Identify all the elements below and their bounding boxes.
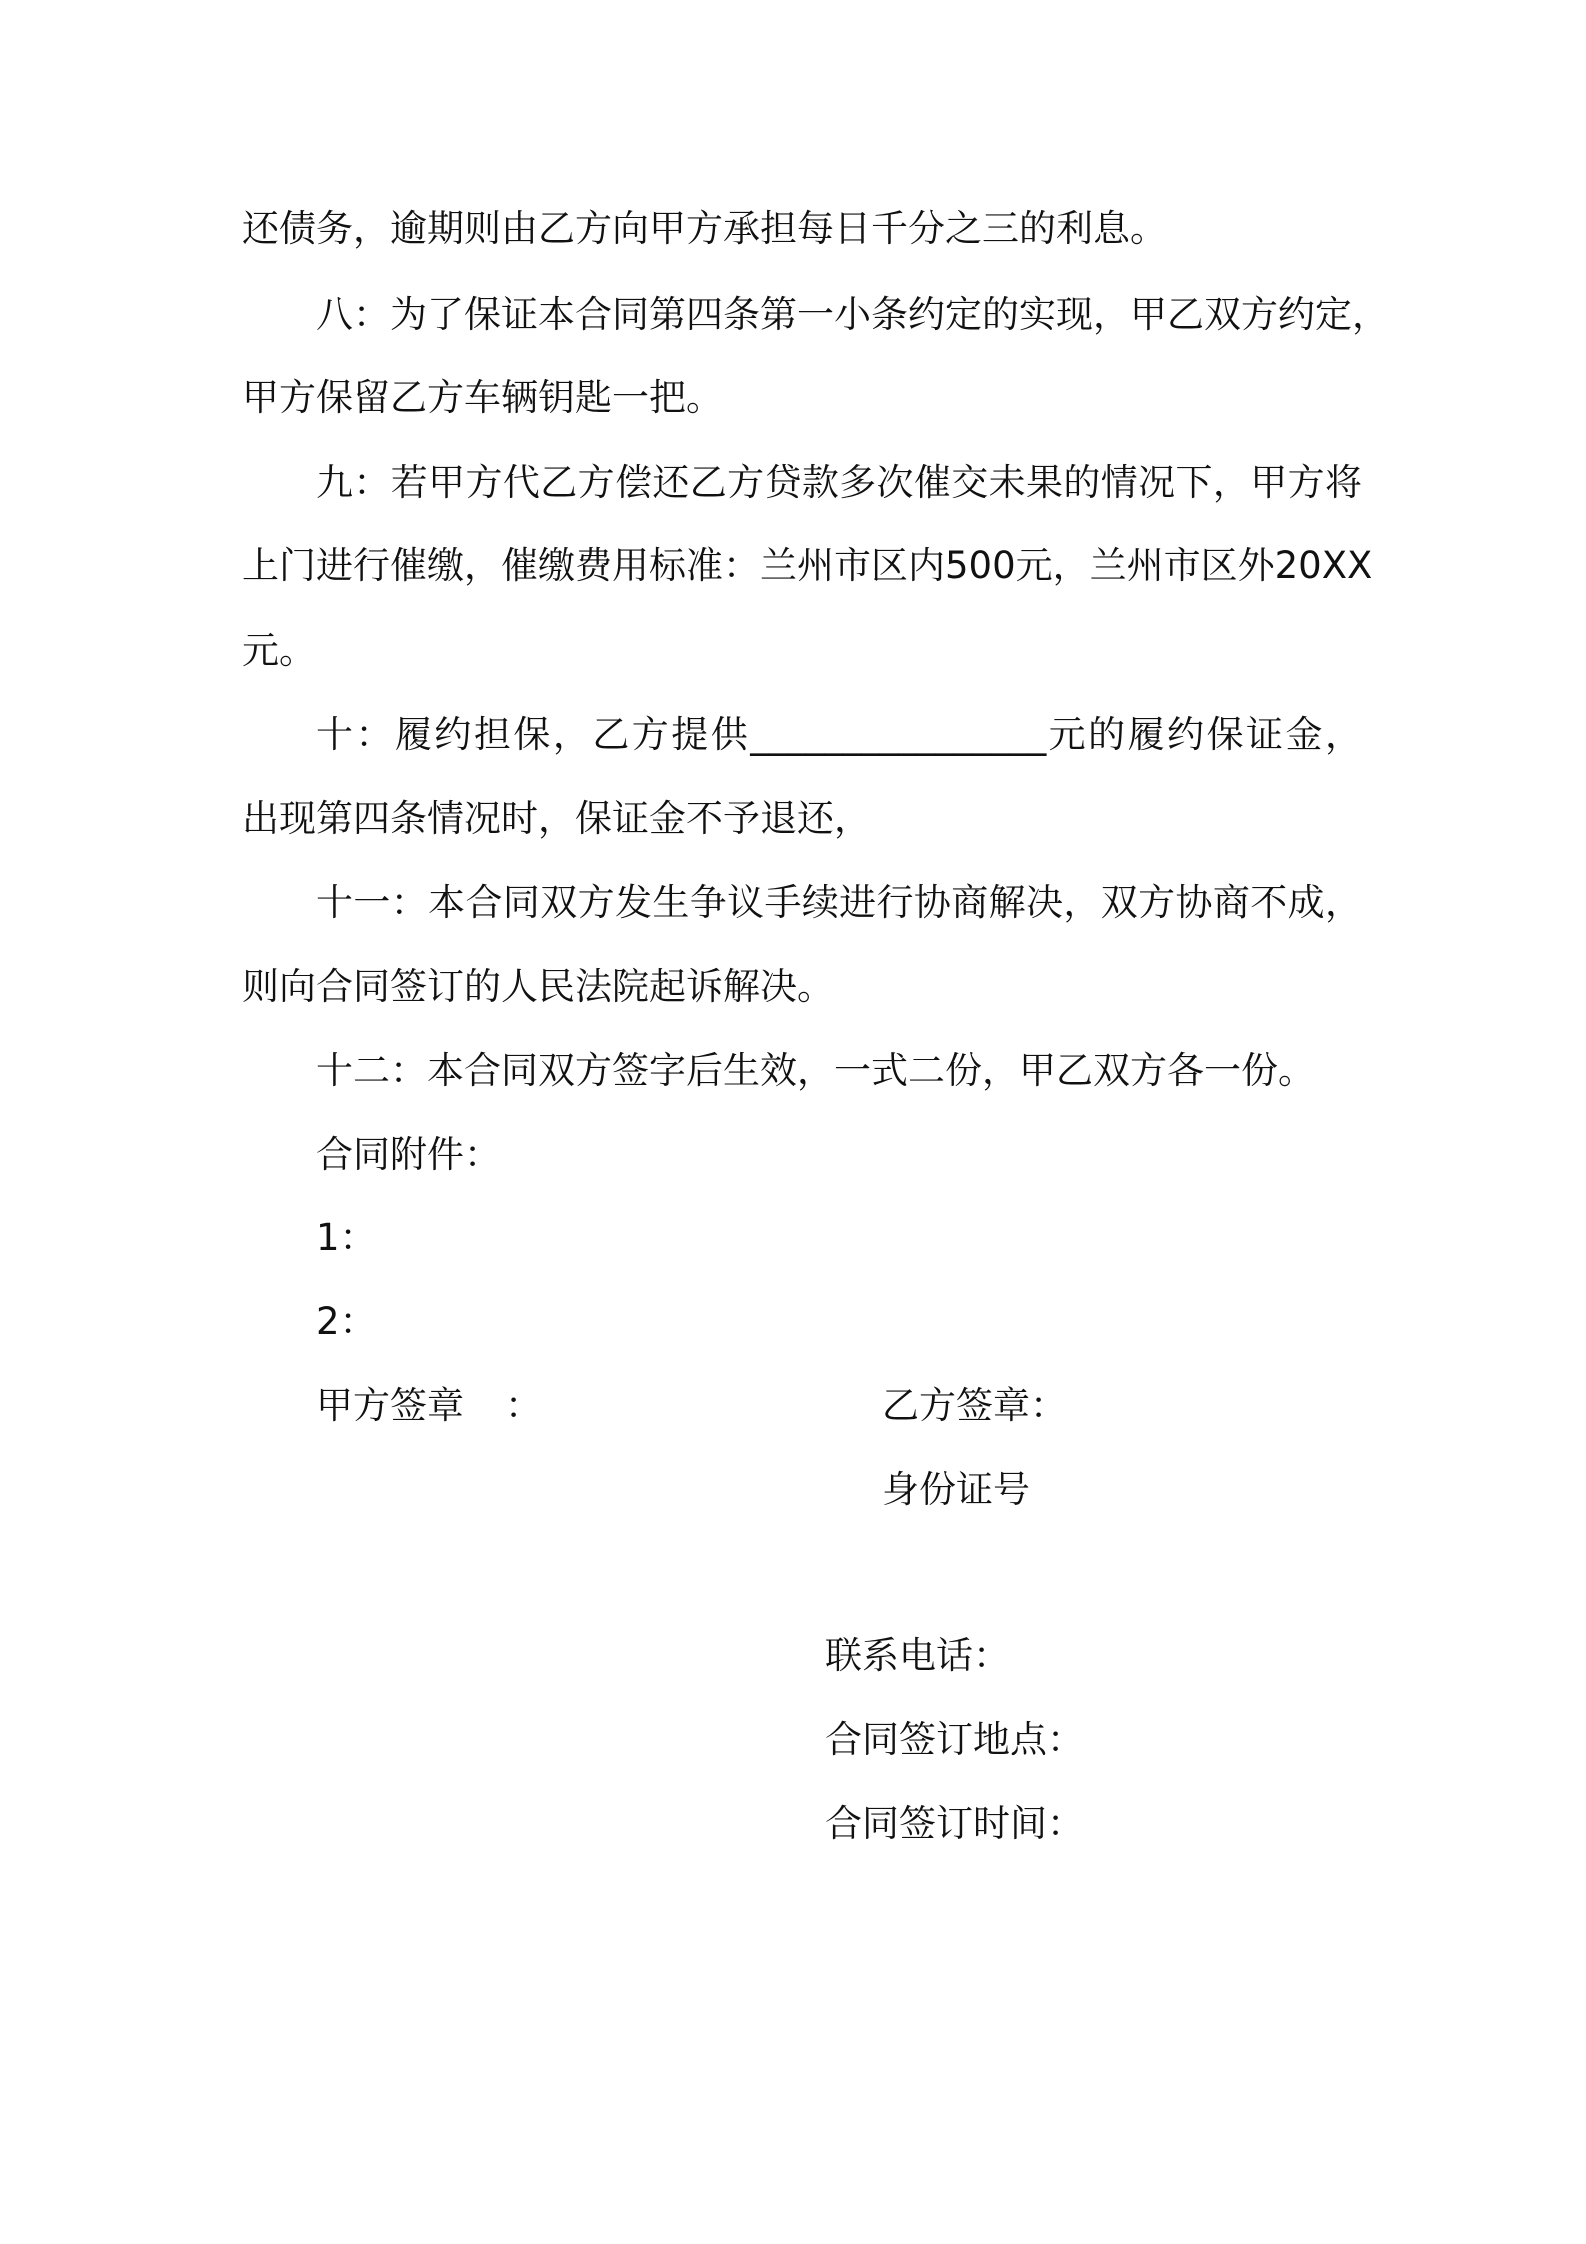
signing-time-label: 合同签订时间： bbox=[825, 1802, 1084, 1845]
party-a-signature-label: 甲方签章 bbox=[316, 1384, 464, 1427]
id-number-label: 身份证号 bbox=[882, 1468, 1030, 1511]
attachment-item-2: 2： bbox=[316, 1300, 377, 1343]
clause-10-line-2: 出现第四条情况时，保证金不予退还， bbox=[242, 797, 871, 840]
clause-11-line-2: 则向合同签订的人民法院起诉解决。 bbox=[242, 965, 834, 1008]
phone-label: 联系电话： bbox=[825, 1634, 1010, 1677]
clause-9-line-1: 九：若甲方代乙方偿还乙方贷款多次催交未果的情况下，甲方将 bbox=[316, 461, 1362, 504]
party-b-signature-label: 乙方签章： bbox=[882, 1384, 1067, 1427]
attachments-label: 合同附件： bbox=[316, 1133, 501, 1176]
clause-10-line-1: 十：履约担保，乙方提供________________元的履约保证金， bbox=[316, 713, 1362, 756]
party-a-signature-colon: ： bbox=[505, 1384, 542, 1427]
attachment-item-1: 1： bbox=[316, 1216, 377, 1259]
clause-12-line-1: 十二：本合同双方签字后生效，一式二份，甲乙双方各一份。 bbox=[316, 1049, 1315, 1092]
clause-8-line-2: 甲方保留乙方车辆钥匙一把。 bbox=[242, 376, 723, 419]
clause-9-line-2: 上门进行催缴，催缴费用标准：兰州市区内500元，兰州市区外20XX bbox=[242, 544, 1373, 587]
clause-9-line-3: 元。 bbox=[242, 629, 316, 672]
signing-place-label: 合同签订地点： bbox=[825, 1718, 1084, 1761]
paragraph-7-tail: 还债务，逾期则由乙方向甲方承担每日千分之三的利息。 bbox=[242, 207, 1167, 250]
clause-8-line-1: 八：为了保证本合同第四条第一小条约定的实现，甲乙双方约定， bbox=[316, 293, 1389, 336]
clause-11-line-1: 十一：本合同双方发生争议手续进行协商解决，双方协商不成， bbox=[316, 881, 1362, 924]
